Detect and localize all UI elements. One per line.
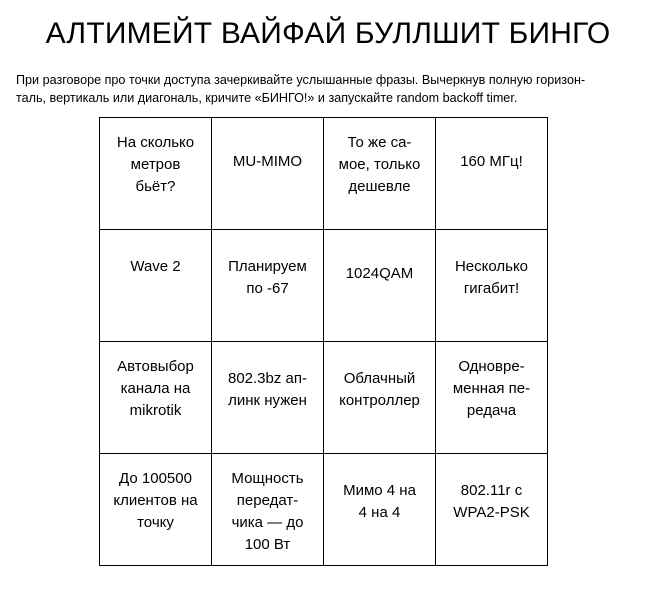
bingo-cell-text: Одновре- — [458, 358, 525, 375]
bingo-cell-text: Несколько — [454, 258, 529, 275]
bingo-cell-text: На сколько — [116, 134, 195, 151]
bingo-cell-text: Мощность — [231, 470, 304, 487]
bingo-cell-text: WPA2-PSK — [453, 504, 530, 521]
bingo-cell-text: То же са- — [347, 134, 412, 151]
bingo-cell[interactable] — [100, 454, 212, 566]
bingo-cell[interactable] — [324, 118, 436, 230]
bingo-cell[interactable] — [324, 230, 436, 342]
bingo-grid — [99, 117, 548, 566]
bingo-cell-text: Wave 2 — [130, 258, 181, 275]
bingo-cell[interactable] — [436, 118, 548, 230]
bingo-cell-text: MU-MIMO — [232, 153, 303, 170]
page-title: АЛТИМЕЙТ ВАЙФАЙ БУЛЛШИТ БИНГО — [45, 17, 611, 50]
bingo-cell-text: менная пе- — [452, 380, 531, 397]
bingo-cell-text: Облачный — [343, 370, 416, 387]
bingo-cell-text: канала на — [120, 380, 191, 397]
bingo-cell-text: 1024QAM — [345, 265, 414, 282]
bingo-row — [100, 342, 548, 454]
bingo-cell[interactable] — [436, 230, 548, 342]
bingo-cell[interactable] — [436, 342, 548, 454]
bingo-cell-text: дешевле — [348, 178, 411, 195]
bingo-cell[interactable] — [212, 118, 324, 230]
bingo-cell[interactable] — [324, 342, 436, 454]
bingo-cell-text: 100 Вт — [244, 536, 291, 553]
bingo-cell-text: 4 на 4 — [358, 504, 401, 521]
bingo-cell-text: Планируем — [228, 258, 307, 275]
bingo-cell[interactable] — [212, 454, 324, 566]
bingo-cell-text: метров — [130, 156, 181, 173]
bingo-cell-text: 160 МГц! — [460, 153, 523, 170]
bingo-cell-text: гигабит! — [463, 280, 520, 297]
instructions-line-2: таль, вертикаль или диагональ, кричите «БИНГО!» и запускайте random backoff timer. — [16, 91, 518, 105]
bingo-cell-text: передат- — [236, 492, 299, 509]
bingo-cell[interactable] — [100, 118, 212, 230]
bingo-cell[interactable] — [436, 454, 548, 566]
bingo-cell[interactable] — [100, 342, 212, 454]
bingo-cell-text: линк нужен — [228, 392, 307, 409]
bingo-row — [100, 118, 548, 230]
bingo-cell-text: по -67 — [246, 280, 289, 297]
bingo-cell-text: Автовыбор — [117, 358, 194, 375]
bingo-cell-text: бьёт? — [135, 178, 176, 195]
instructions-paragraph — [16, 71, 644, 107]
bingo-row — [100, 454, 548, 566]
bingo-cell-text: До 100500 — [119, 470, 192, 487]
bingo-cell-text: точку — [137, 514, 174, 531]
instructions-line-1: При разговоре про точки доступа зачеркивайте услышанные фразы. Вычеркнув полную горизон- — [16, 73, 586, 87]
bingo-cell-text: 802.3bz ап- — [227, 370, 307, 387]
bingo-cell-text: мое, только — [338, 156, 421, 173]
bingo-cell-text: редача — [466, 402, 517, 419]
bingo-cell[interactable] — [212, 230, 324, 342]
bingo-cell[interactable] — [324, 454, 436, 566]
bingo-cell-text: mikrotik — [129, 402, 182, 419]
bingo-cell-text: Мимо 4 на — [343, 482, 416, 499]
bingo-cell-text: 802.11r с — [460, 482, 523, 499]
bingo-row — [100, 230, 548, 342]
bingo-cell[interactable] — [100, 230, 212, 342]
bingo-cell-text: клиентов на — [113, 492, 198, 509]
bingo-cell-text: чика — до — [231, 514, 304, 531]
bingo-cell[interactable] — [212, 342, 324, 454]
bingo-cell-text: контроллер — [339, 392, 420, 409]
